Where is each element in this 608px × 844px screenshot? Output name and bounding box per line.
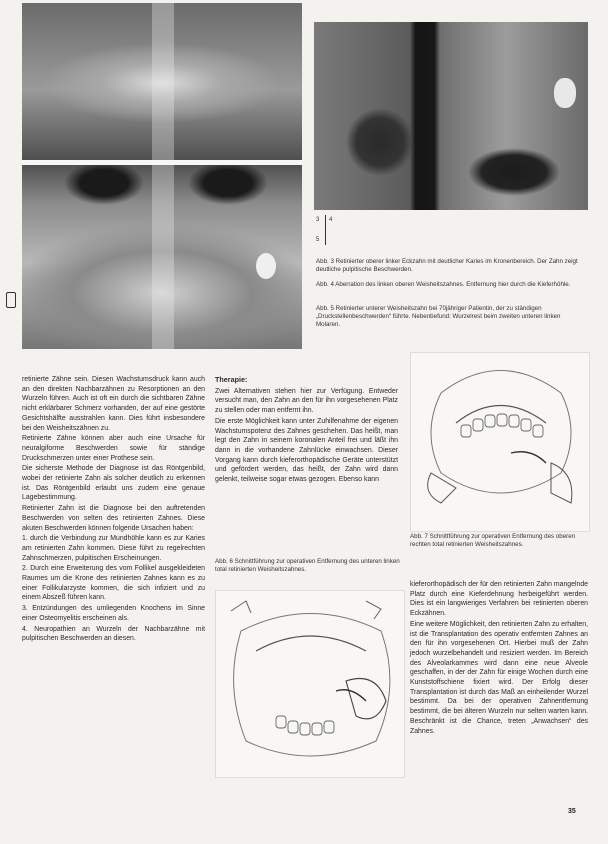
text-column-3 xyxy=(410,580,588,737)
col1-paragraph: 1. durch die Verbindung zur Mundhöhle kann es zur Karies am retinierten Zahn kommen. Diese führt zu regelrechten Zahnschmerzen, pulpitischen Erscheinungen. xyxy=(22,535,205,562)
xray-image-seam xyxy=(22,160,302,165)
figure-marker-bar xyxy=(325,215,326,245)
col3-paragraph: Eine weitere Möglichkeit, den retinierten Zahn zu erhalten, ist die Transplantation des operativ entfernten Zahnes an den für ihn vorgesehenen Ort. Hierbei muß der Zahn jedoch wurzelbehandelt und resiziert werden. Im Bereich des Alveolarkammes wird dann eine neue Alveole geschaffen, in der der Zahn für einige Wochen durch eine Kunststoffschiene fixiert wird. Der Erfolg dieser Transplantation ist durch das Maß an einheilender Wurzel bestimmt. Da bei der operativen Zahnentfernung bestimmt, die bei älteren Wurzeln nur selten warten kann. Beschränkt ist die Chance, treten „Anwachsen“ des Zahnes. xyxy=(410,620,588,735)
xray-image-maxilla xyxy=(314,22,588,210)
col1-paragraph: 4. Neuropathien an Wurzeln der Nachbarzähne mit pulpitischen Beschwerden an diesen. xyxy=(22,625,205,643)
xray-image-skull-panorama xyxy=(22,3,302,349)
page-number: 35 xyxy=(568,808,576,815)
section-heading-therapy: Therapie: xyxy=(215,375,248,384)
col1-paragraph: 2. Durch eine Erweiterung des vom Follikel ausgekleideten Raumes um die Krone des retinierten Zahnes kann es zu einer Follikularzyste kommen, die sich infiziert und zu einem Abszeß führen kann. xyxy=(22,565,205,602)
col1-paragraph: Retinierter Zahn ist die Diagnose bei den auftretenden Beschwerden von selten des retinierten Zahnes. Diese akuten Beschwerden können folgende Ursachen haben: xyxy=(22,505,205,532)
retained-tooth-shadow xyxy=(256,253,276,279)
xray-midline-shadow xyxy=(152,3,174,349)
figure-marker xyxy=(316,215,333,245)
aberrant-tooth-shadow xyxy=(554,78,576,108)
col1-paragraph: Retinierte Zähne können aber auch eine Ursache für neuralgiforme Beschwerden sowie für ständige Druckschmerzen unter einer Prothese sein. xyxy=(22,435,205,462)
caption-figure-7: Abb. 7 Schnittführung zur operativen Entfernung des oberen rechten total retinierten Weisheitszahnes. xyxy=(410,533,576,548)
col2-paragraph: Zwei Alternativen stehen hier zur Verfügung. Entweder versucht man, den Zahn an den für ihn vorgesehenen Platz zu stellen oder man entfernt ihn. xyxy=(215,387,398,415)
sketch-upper-jaw-drawing xyxy=(411,353,589,531)
col1-paragraph: 3. Entzündungen des umliegenden Knochens im Sinne einer Osteomyelitis erscheinen als. xyxy=(22,605,205,622)
caption-figure-6: Abb. 6 Schnittführung zur operativen Entfernung des unteren linken total retinierten Weisheitszahnes. xyxy=(215,558,400,573)
text-column-2 xyxy=(215,375,398,486)
col1-paragraph: retinierte Zähne sein. Diesen Wachstumsdruck kann auch an den direkten Nachbarzähnen zu Resorptionen an den Wurzeln führen. Auch ist oft ein durch die sichtbaren Zähne nicht erklärbarer Schmerz vorhanden, der auf eine gestörte Gesichtshälfte ausstrahlen kann. Dies führt insbesondere bei den Weisheitszähnen zu. xyxy=(22,376,205,432)
sketch-upper-jaw-incision xyxy=(410,352,590,532)
figure-marker-5: 5 xyxy=(316,237,320,243)
col2-paragraph: Die erste Möglichkeit kann unter Zuhilfenahme der eigenen Wachstumspotenz des Zahnes geschehen. Das heißt, man legt den Zahn in seinem koronalen Anteil frei und läßt ihn dann in die vorhandene Zahnlücke einwachsen. Dieser Vorgang kann durch kieferorthopädische Geräte unterstützt und gefördert werden, das heißt, der Zahn wird dann gelenkt, teilweise sogar etwas gezogen. Ebenso kann xyxy=(215,417,398,484)
text-column-1 xyxy=(22,375,205,645)
figure-marker-3: 3 xyxy=(316,217,320,223)
page-edge-mark xyxy=(6,292,16,308)
caption-figure-4: Abb. 4 Aberration des linken oberen Weisheitszahnes. Entfernung hier durch die Kieferhöhle. xyxy=(316,281,571,288)
sketch-lower-jaw-drawing xyxy=(216,591,404,777)
caption-figure-5: Abb. 5 Retinierter unterer Weisheitszahn bei 70jähriger Patientin, der zu ständigen „Druckstellenbeschwerden“ führte. Nebenbefund: Wurzelrest beim zweiten unteren linken Molaren. xyxy=(316,305,561,328)
sketch-lower-jaw-incision xyxy=(215,590,405,778)
col3-paragraph: kieferorthopädisch der für den retinierten Zahn mangelnde Platz durch eine Kieferdehnung herbeigeführt werden. Dies ist ein langwieriges Verfahren bei retinierten oberen Eckzähnen. xyxy=(410,581,588,618)
caption-figure-3: Abb. 3 Retinierter oberer linker Eckzahn mit deutlicher Karies im Kronenbereich. Der Zahn zeigt deutliche pulpitische Beschwerden. xyxy=(316,258,578,273)
figure-marker-4: 4 xyxy=(329,217,333,223)
col1-paragraph: Die sicherste Methode der Diagnose ist das Röntgenbild, wobei der retinierte Zahn als solcher deutlich zu erkennen ist. Das Röntgenbild erlaubt uns zudem eine genaue Lagebestimmung. xyxy=(22,465,205,502)
